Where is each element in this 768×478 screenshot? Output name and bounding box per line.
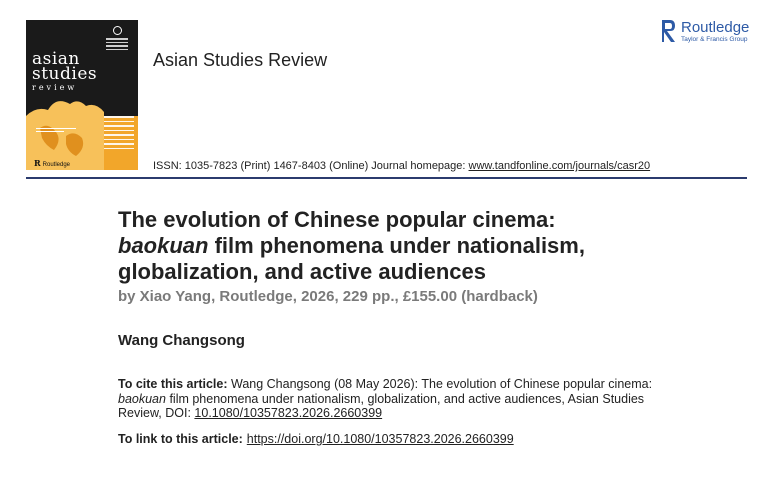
routledge-tagline: Taylor & Francis Group: [681, 36, 748, 43]
citation-label: To cite this article:: [118, 377, 228, 391]
book-byline: by Xiao Yang, Routledge, 2026, 229 pp., £155.00 (hardback): [118, 288, 538, 305]
cover-publisher-mark: Routledge: [42, 162, 71, 168]
cover-publisher-badge: [102, 26, 132, 60]
citation-text-2: film phenomena under nationalism, globalization, and active audiences, Asian Studies Review, DOI:: [118, 391, 645, 420]
article-title-italic: baokuan: [118, 233, 209, 258]
journal-cover-image: [26, 20, 138, 170]
citation-italic: baokuan: [118, 391, 166, 406]
routledge-r-icon: [660, 18, 677, 44]
review-author[interactable]: Wang Changsong: [118, 332, 245, 349]
cover-title-line-1: asian: [32, 49, 80, 69]
citation-text-1: Wang Changsong (08 May 2026): The evolution of Chinese popular cinema:: [227, 377, 653, 391]
journal-homepage-link[interactable]: www.tandfonline.com/journals/casr20: [468, 160, 651, 172]
article-title-line-1: The evolution of Chinese popular cinema:: [118, 207, 556, 232]
routledge-name: Routledge: [681, 19, 750, 36]
article-link-block: [118, 432, 514, 446]
header-divider: [26, 177, 747, 179]
issn-line: [153, 160, 650, 172]
cover-routledge-logo: R Routledge: [34, 158, 71, 168]
citation-doi-link[interactable]: 10.1080/10357823.2026.2660399: [194, 406, 383, 420]
cover-title-line-3: review: [32, 83, 78, 92]
citation-block: [118, 377, 678, 421]
article-title-line-2: [118, 233, 678, 259]
article-title-line-3: globalization, and active audiences: [118, 259, 486, 284]
issn-text: ISSN: 1035-7823 (Print) 1467-8403 (Online) Journal homepage:: [153, 160, 469, 172]
article-link-label: To link to this article:: [118, 432, 243, 446]
article-title: [118, 207, 678, 285]
cover-contents-lines: [104, 116, 134, 160]
cover-badge-icon: [113, 26, 122, 35]
cover-title: [32, 49, 98, 94]
article-title-line-2-rest: film phenomena under nationalism,: [208, 233, 585, 258]
cover-volume-lines: [36, 128, 76, 134]
routledge-logo[interactable]: [660, 18, 760, 48]
cover-title-line-2: studies: [32, 64, 98, 84]
article-doi-url[interactable]: https://doi.org/10.1080/10357823.2026.2660399: [246, 432, 514, 446]
journal-name[interactable]: Asian Studies Review: [153, 50, 328, 70]
